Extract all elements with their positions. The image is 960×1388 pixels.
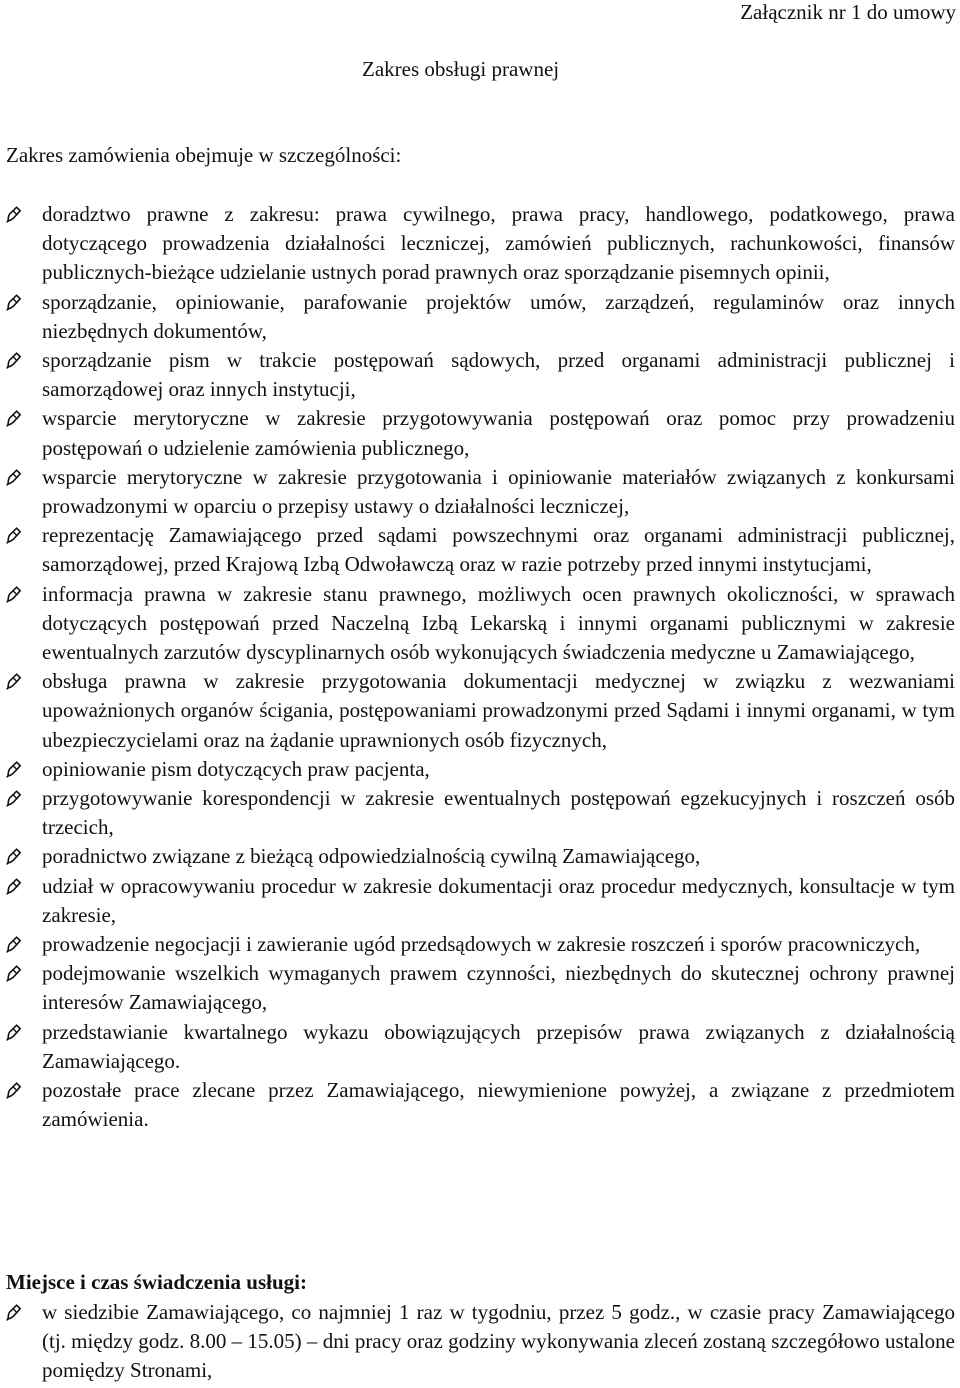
scope-item bbox=[0, 1076, 960, 1134]
scope-item-text: wsparcie merytoryczne w zakresie przygotowania i opiniowanie materiałów związanych z konkursami prowadzonymi w oparciu o przepisy ustawy o działalności leczniczej, bbox=[42, 464, 955, 519]
scope-item bbox=[0, 959, 960, 1017]
flag-bullet-icon bbox=[5, 1302, 25, 1322]
place-list bbox=[0, 1298, 960, 1386]
place-heading: Miejsce i czas świadczenia usługi: bbox=[6, 1270, 307, 1294]
flag-bullet-icon bbox=[5, 204, 25, 224]
flag-bullet-icon bbox=[5, 671, 25, 691]
scope-item-text: przygotowywanie korespondencji w zakresie ewentualnych postępowań egzekucyjnych i roszczeń osób trzecich, bbox=[42, 786, 955, 840]
scope-item bbox=[0, 346, 960, 404]
flag-bullet-icon bbox=[5, 876, 25, 896]
document-title: Zakres obsługi prawnej bbox=[362, 57, 560, 81]
scope-item-text: informacja prawna w zakresie stanu prawnego, możliwych ocen prawnych okoliczności, w sprawach dotyczących postępowań przed Naczelną Izbą Lekarską i innymi organami publicznymi w zakresie ewentualnych zarzutów dyscyplinarnych osób wykonujących świadczenia medyczne u Zamawiającego, bbox=[42, 581, 955, 665]
scope-item-text: prowadzenie negocjacji i zawieranie ugód przedsądowych w zakresie roszczeń i sporów pracowniczych, bbox=[42, 932, 921, 957]
scope-item-text: sporządzanie, opiniowanie, parafowanie projektów umów, zarządzeń, regulaminów oraz innych niezbędnych dokumentów, bbox=[42, 289, 955, 343]
scope-item bbox=[0, 755, 960, 784]
scope-item-text: sporządzanie pism w trakcie postępowań sądowych, przed organami administracji publicznej i samorządowej oraz innych instytucji, bbox=[42, 348, 955, 402]
flag-bullet-icon bbox=[5, 934, 25, 954]
scope-item-text: opiniowanie pism dotyczących praw pacjenta, bbox=[42, 756, 430, 781]
scope-item bbox=[0, 1018, 960, 1076]
flag-bullet-icon bbox=[5, 467, 25, 487]
annex-label: Załącznik nr 1 do umowy bbox=[740, 0, 956, 24]
flag-bullet-icon bbox=[5, 1080, 25, 1100]
scope-item-text: poradnictwo związane z bieżącą odpowiedzialnością cywilną Zamawiającego, bbox=[42, 844, 701, 869]
flag-bullet-icon bbox=[5, 408, 25, 428]
flag-bullet-icon bbox=[5, 759, 25, 779]
flag-bullet-icon bbox=[5, 584, 25, 604]
scope-item bbox=[0, 872, 960, 930]
scope-item-text: wsparcie merytoryczne w zakresie przygotowywania postępowań oraz pomoc przy prowadzeniu postępowań o udzielenie zamówienia publicznego, bbox=[42, 406, 955, 460]
scope-item-text: reprezentację Zamawiającego przed sądami powszechnymi oraz organami administracji publicznej, samorządowej, przed Krajową Izbą Odwoławczą oraz w razie potrzeby przed innymi instytucjami, bbox=[42, 523, 955, 577]
scope-item-text: pozostałe prace zlecane przez Zamawiającego, niewymienione powyżej, a związane z przedmiotem zamówienia. bbox=[42, 1078, 955, 1132]
scope-item bbox=[0, 580, 960, 668]
flag-bullet-icon bbox=[5, 963, 25, 983]
scope-item-text: udział w opracowywaniu procedur w zakresie dokumentacji oraz procedur medycznych, konsultacje w tym zakresie, bbox=[42, 873, 955, 927]
scope-item bbox=[0, 521, 960, 579]
scope-item bbox=[0, 784, 960, 842]
scope-item-text: przedstawianie kwartalnego wykazu obowiązujących przepisów prawa związanych z działalnością Zamawiającego. bbox=[42, 1019, 955, 1073]
flag-bullet-icon bbox=[5, 788, 25, 808]
flag-bullet-icon bbox=[5, 1022, 25, 1042]
flag-bullet-icon bbox=[5, 292, 25, 312]
scope-item bbox=[0, 200, 960, 288]
intro-paragraph: Zakres zamówienia obejmuje w szczególności: bbox=[6, 143, 402, 167]
place-item-text: w siedzibie Zamawiającego, co najmniej 1 raz w tygodniu, przez 5 godz., w czasie pracy Zamawiającego (tj. między godz. 8.00 – 15.05) – dni pracy oraz godziny wykonywania zleceń zostaną szczegółowo ustalone pomiędzy Stronami, bbox=[42, 1300, 955, 1383]
flag-bullet-icon bbox=[5, 350, 25, 370]
scope-item bbox=[0, 404, 960, 462]
scope-list bbox=[0, 200, 960, 1135]
scope-item bbox=[0, 463, 960, 521]
place-item bbox=[0, 1298, 960, 1386]
flag-bullet-icon bbox=[5, 525, 25, 545]
scope-item bbox=[0, 667, 960, 755]
scope-item-text: doradztwo prawne z zakresu: prawa cywilnego, prawa pracy, handlowego, podatkowego, prawa dotyczącego prowadzenia działalności leczniczej, zamówień publicznych, rachunkowości, finansów publicznych-bieżące udzielanie ustnych porad prawnych oraz sporządzanie pisemnych opinii, bbox=[42, 202, 955, 285]
scope-item bbox=[0, 288, 960, 346]
scope-item bbox=[0, 842, 960, 871]
scope-item-text: podejmowanie wszelkich wymaganych prawem czynności, niezbędnych do skutecznej ochrony prawnej interesów Zamawiającego, bbox=[42, 961, 955, 1015]
scope-item-text: obsługa prawna w zakresie przygotowania dokumentacji medycznej w związku z wezwaniami upoważnionych organów ścigania, postępowaniami prowadzonymi przed Sądami i innymi organami, w tym ubezpieczycielami oraz na żądanie uprawnionych osób fizycznych, bbox=[42, 669, 955, 752]
scope-item bbox=[0, 930, 960, 959]
flag-bullet-icon bbox=[5, 846, 25, 866]
